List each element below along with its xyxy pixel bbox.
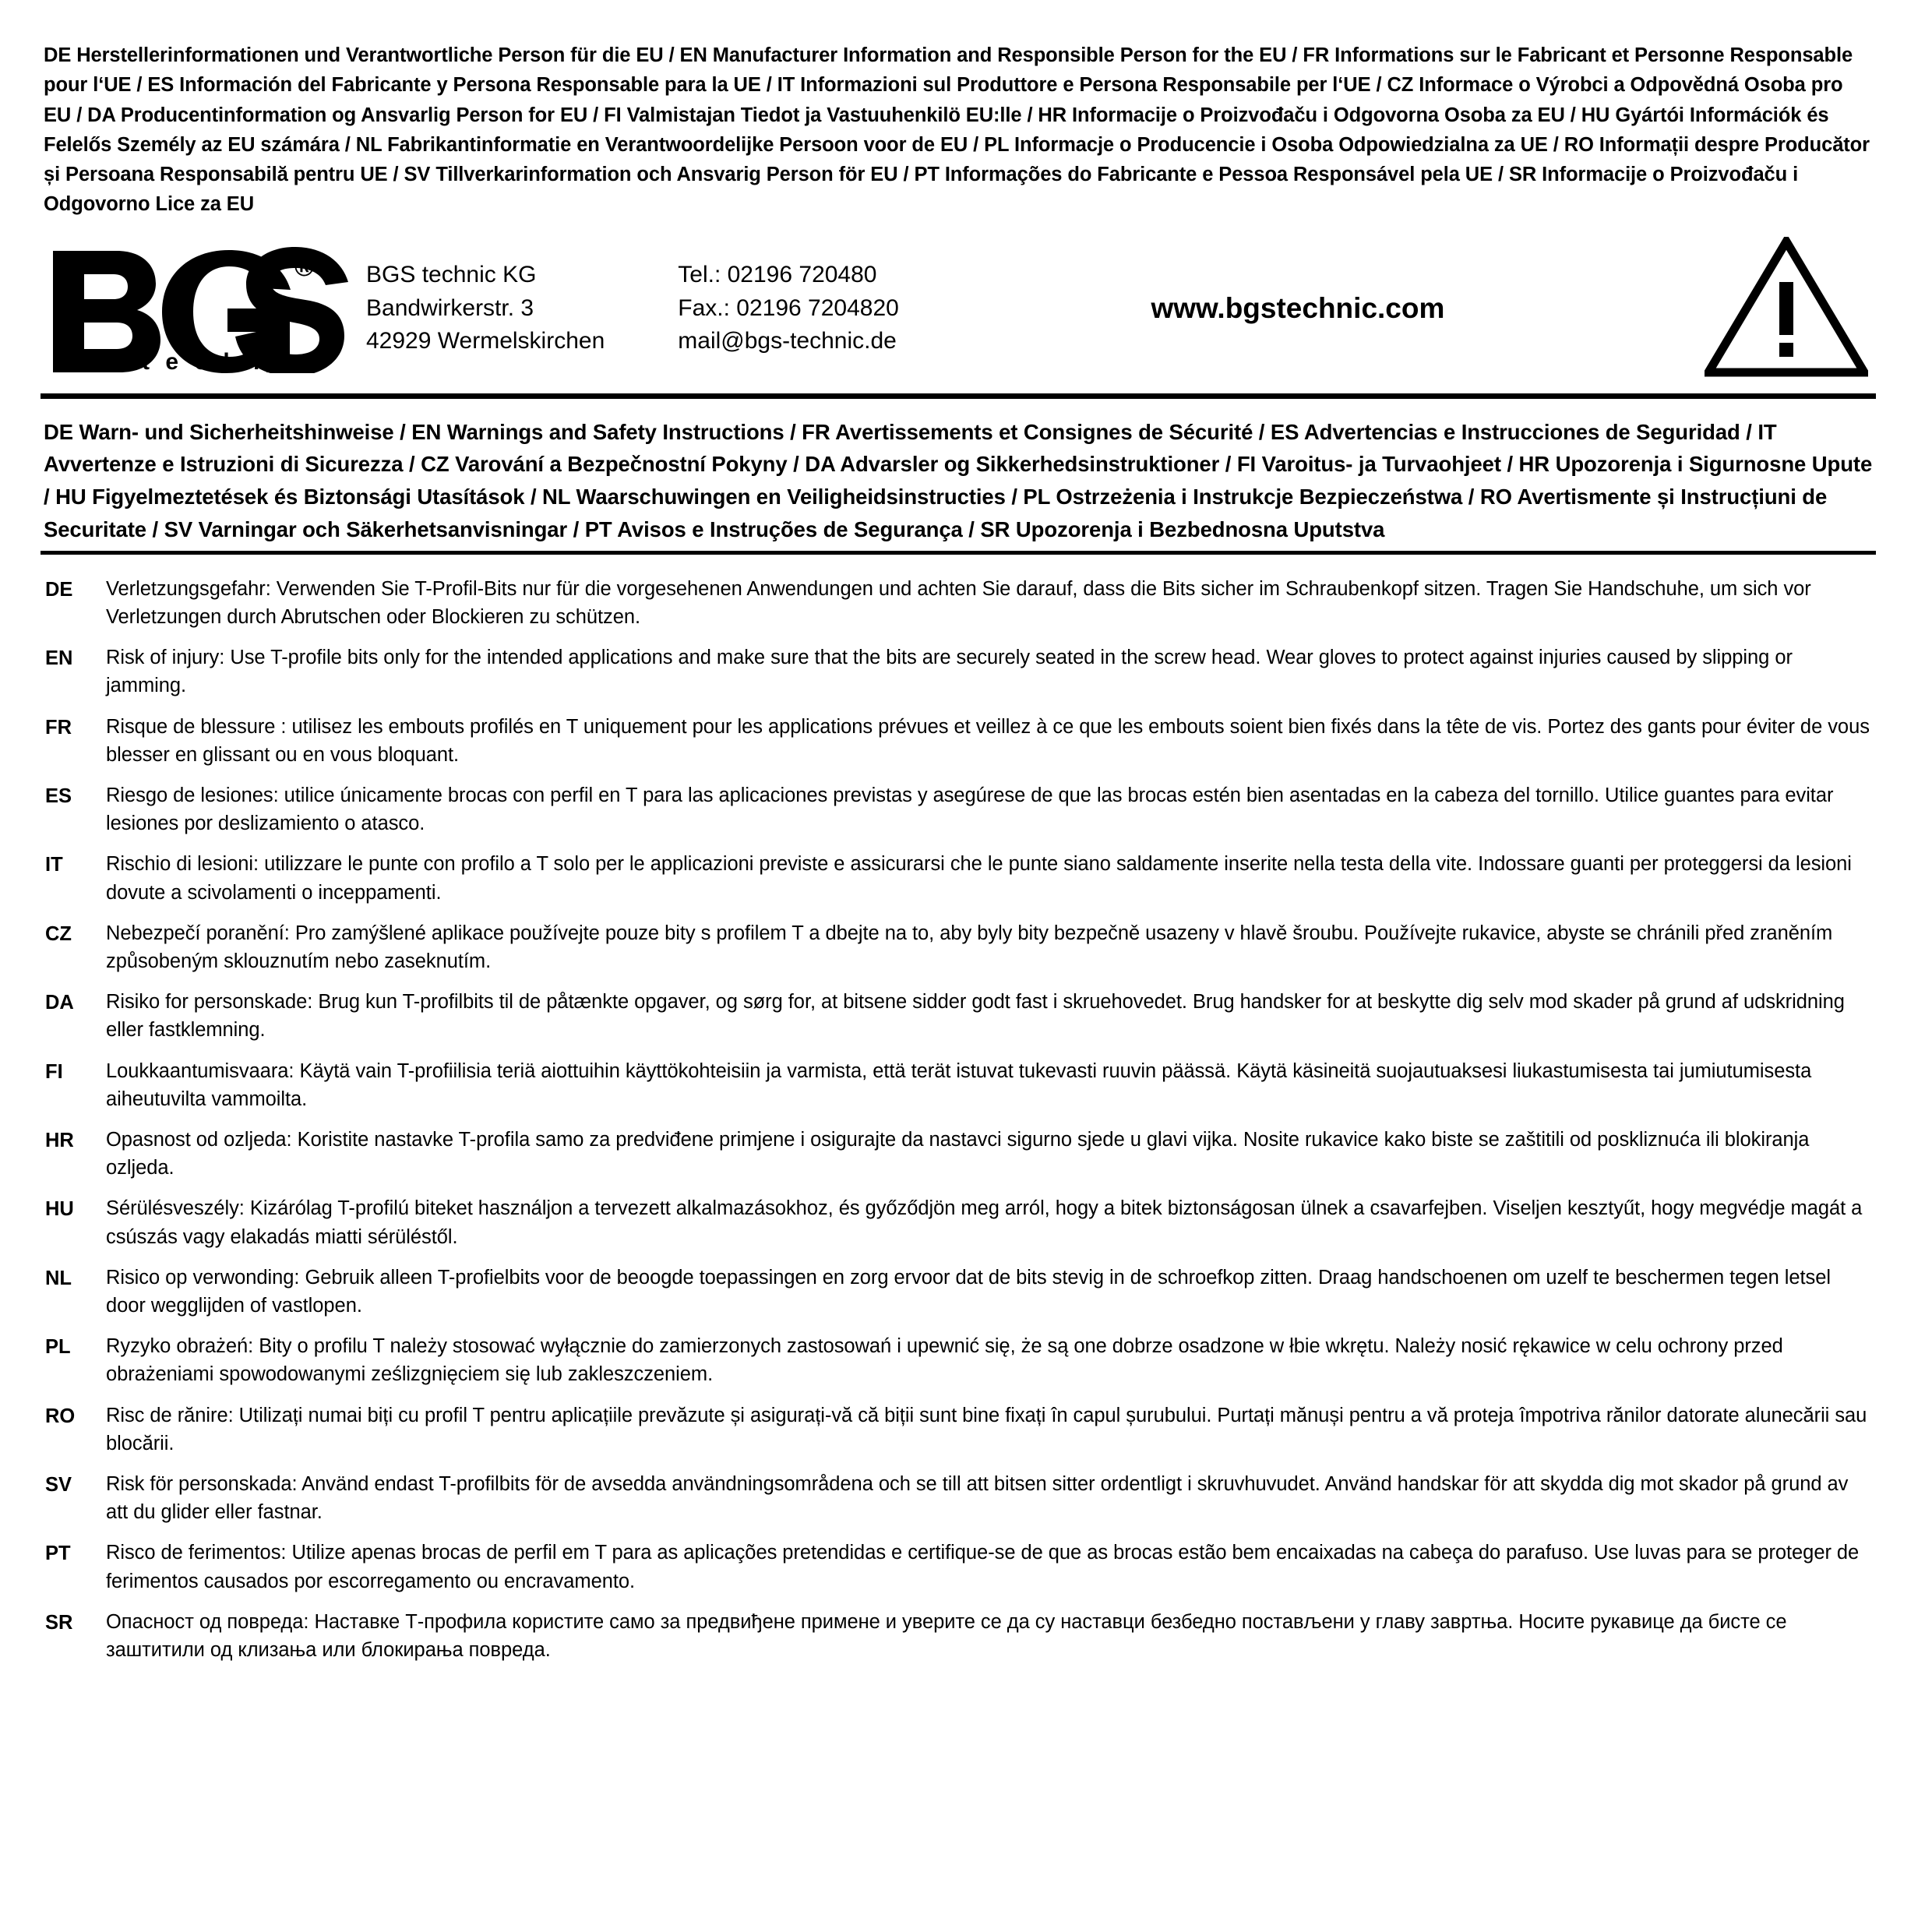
- lang-code: PL: [45, 1336, 71, 1359]
- company-city: 42929 Wermelskirchen: [366, 328, 605, 354]
- lang-code: DA: [45, 992, 74, 1014]
- instruction-row-de: [45, 575, 1871, 631]
- warning-triangle-svg: [1705, 237, 1868, 377]
- instruction-row-it: [45, 850, 1871, 906]
- company-band: [41, 231, 1876, 399]
- instruction-list: [41, 575, 1876, 1665]
- lang-text: Risque de blessure : utilisez les embouts profilés en T uniquement pour les applications prévues et veillez à ce que les embouts soient bien fixés dans la tête de vis. Portez des gants pour éviter de vous blesser en glissant ou en vous bloquant.: [106, 715, 1870, 766]
- instruction-row-sr: [45, 1608, 1871, 1664]
- lang-code: ES: [45, 784, 72, 807]
- instruction-row-pt: [45, 1539, 1871, 1595]
- instruction-row-hr: [45, 1126, 1871, 1182]
- lang-text: Ryzyko obrażeń: Bity o profilu T należy stosować wyłącznie do zamierzonych zastosowań i upewnić się, że są one dobrze osadzone w łbie wkrętu. Należy nosić rękawice w celu ochrony przed obrażeniami spowodowanymi ześlizgnięciem się lub zakleszczeniem.: [106, 1335, 1783, 1386]
- lang-code: EN: [45, 647, 73, 670]
- instruction-row-pl: [45, 1332, 1871, 1388]
- lang-text: Risk för personskada: Använd endast T-profilbits för de avsedda användningsområdena och se till att bitsen sitter ordentligt i skruvhuvudet. Använd handskar för att skydda dig mot skador på grund av att du glider eller fastnar.: [106, 1472, 1849, 1524]
- lang-text: Loukkaantumisvaara: Käytä vain T-profiilisia teriä aiottuihin käyttökohteisiin ja varmista, että terät istuvat tukevasti ruuvin päässä. Käytä käsineitä suojautuaksesi liukastumisesta tai jumiutumisesta aiheutuvilta vammoilta.: [106, 1059, 1812, 1110]
- company-email[interactable]: mail@bgs-technic.de: [678, 328, 897, 354]
- warnings-heading: DE Warn- und Sicherheitshinweise / EN Warnings and Safety Instructions / FR Avertissements et Consignes de Sécurité / ES Advertencias e Instrucciones de Seguridad / IT Avvertenze e Istruzioni di Sicurezza / CZ Varování a Bezpečnostní Pokyny / DA Advarsler og Sikkerhedsinstruktioner / FI Varoitus- ja Turvaohjeet / HR Upozorenja i Sigurnosne Upute / HU Figyelmeztetések és Biztonsági Utasítások / NL Waarschuwingen en Veiligheidsinstructies / PL Ostrzeżenia i Instrukcje Bezpieczeństwa / RO Avertismente și Instrucțiuni de Securitate / SV Varningar och Säkerhetsanvisningar / PT Avisos e Instruções de Segurança / SR Upozorenja i Bezbednosna Uputstva: [41, 407, 1876, 555]
- instruction-row-hu: [45, 1194, 1871, 1250]
- company-street: Bandwirkerstr. 3: [366, 294, 534, 321]
- lang-code: FI: [45, 1060, 63, 1083]
- instruction-row-ro: [45, 1401, 1871, 1458]
- lang-text: Risc de rănire: Utilizați numai biți cu profil T pentru aplicațiile prevăzute și asigurați-vă că biții sunt bine fixați în capul șurubului. Purtați mănuși pentru a vă proteja împotriva rănilor datorate alunecării sau blocării.: [106, 1404, 1867, 1454]
- company-contact: [605, 259, 899, 358]
- company-website[interactable]: www.bgstechnic.com: [1151, 292, 1445, 324]
- instruction-row-sv: [45, 1470, 1871, 1526]
- bgs-logo: [41, 245, 358, 373]
- manufacturer-info-heading: DE Herstellerinformationen und Verantwortliche Person für die EU / EN Manufacturer Information and Responsible Person for the EU / FR Informations sur le Fabricant et Personne Responsable pour l‘UE / ES Información del Fabricante y Persona Responsable para la UE / IT Informazioni sul Produttore e Persona Responsabile per l‘UE / CZ Informace o Výrobci a Odpovědná Osoba pro EU / DA Producentinformation og Ansvarlig Person for EU / FI Valmistajan Tiedot ja Vastuuhenkilö EU:lle / HR Informacije o Proizvođaču i Odgovorna Osoba za EU / HU Gyártói Információk és Felelős Személy az EU számára / NL Fabrikantinformatie en Verantwoordelijke Persoon voor de EU / PL Informacje o Producencie i Osoba Odpowiedzialna za UE / RO Informații despre Producător și Persoana Responsabilă pentru UE / SV Tillverkarinformation och Ansvarig Person för EU / PT Informações do Fabricante e Pessoa Responsável pela UE / SR Informacije o Proizvođaču i Odgovorno Lice za EU: [44, 44, 1870, 216]
- lang-code: RO: [45, 1405, 76, 1427]
- company-address: [358, 259, 605, 358]
- lang-text: Risico op verwonding: Gebruik alleen T-profielbits voor de beoogde toepassingen en zorg ervoor dat de bits stevig in de schroefkop zitten. Draag handschoenen om uzelf te beschermen tegen letsel door wegglijden of vastlopen.: [106, 1266, 1831, 1317]
- lang-code: CZ: [45, 922, 72, 945]
- lang-text: Risco de ferimentos: Utilize apenas brocas de perfil em T para as aplicações pretendidas e certifique-se de que as brocas estão bem encaixadas na cabeça do parafuso. Use luvas para se proteger de ferimentos causados por escorregamento ou encravamento.: [106, 1542, 1860, 1592]
- instruction-row-en: [45, 643, 1871, 700]
- instruction-row-fi: [45, 1057, 1871, 1113]
- lang-text: Risk of injury: Use T-profile bits only for the intended applications and make sure that the bits are securely seated in the screw head. Wear gloves to protect against injuries caused by slipping or jamming.: [106, 647, 1793, 697]
- lang-code: SR: [45, 1611, 73, 1634]
- lang-code: SV: [45, 1473, 72, 1496]
- warning-triangle-icon: [1705, 237, 1876, 381]
- instruction-row-cz: [45, 919, 1871, 975]
- lang-text: Opasnost od ozljeda: Koristite nastavke T-profila samo za predviđene primjene i osigurajte da nastavci sigurno sjede u glavi vijka. Nosite rukavice kako biste se zaštitili od poskliznuća ili blokiranja ozljeda.: [106, 1128, 1810, 1179]
- lang-code: HR: [45, 1129, 74, 1151]
- instruction-row-fr: [45, 713, 1871, 769]
- lang-text: Nebezpečí poranění: Pro zamýšlené aplikace používejte pouze bity s profilem T a dbejte na to, aby byly bity bezpečně usazeny v hlavě šroubu. Používejte rukavice, abyste se chránili před zraněním způsobeným sklouznutím nebo zaseknutím.: [106, 922, 1833, 972]
- lang-text: Riesgo de lesiones: utilice únicamente brocas con perfil en T para las aplicaciones previstas y asegúrese de que las brocas estén bien asentadas en la cabeza del tornillo. Utilice guantes para evitar lesiones por deslizamiento o atasco.: [106, 784, 1834, 835]
- instruction-row-es: [45, 781, 1871, 837]
- company-tel: Tel.: 02196 720480: [678, 262, 877, 288]
- lang-text: Risiko for personskade: Brug kun T-profilbits til de påtænkte opgaver, og sørg for, at bitsene sidder godt fast i skruehovedet. Brug handsker for at beskytte dig selv mod skader på grund af udskridning eller fastklemning.: [106, 991, 1845, 1042]
- lang-code: NL: [45, 1267, 72, 1289]
- lang-code: PT: [45, 1542, 71, 1565]
- lang-text: Verletzungsgefahr: Verwenden Sie T-Profil-Bits nur für die vorgesehenen Anwendungen und achten Sie darauf, dass die Bits sicher im Schraubenkopf sitzen. Tragen Sie Handschuhe, um sich vor Verletzungen durch Abrutschen oder Blockieren zu schützen.: [106, 577, 1811, 628]
- instruction-row-nl: [45, 1264, 1871, 1320]
- lang-text: Опасност од повреда: Наставке Т-профила користите само за предвиђене примене и уверите се да су наставци безбедно постављени у главу завртња. Носите рукавице да бисте се заштитили од клизања или блокирања повреда.: [106, 1610, 1787, 1661]
- lang-text: Rischio di lesioni: utilizzare le punte con profilo a T solo per le applicazioni previste e assicurarsi che le punte siano saldamente inserite nella testa della vite. Indossare guanti per proteggersi da lesioni dovute a scivolamenti o inceppamenti.: [106, 853, 1852, 904]
- lang-code: IT: [45, 854, 63, 876]
- bgs-logo-icon: [47, 245, 351, 373]
- company-name: BGS technic KG: [366, 262, 537, 288]
- lang-code: HU: [45, 1198, 74, 1221]
- company-fax: Fax.: 02196 7204820: [678, 294, 899, 321]
- svg-text:®: ®: [294, 252, 315, 282]
- svg-text:t e c h n i c: t e c h n i c: [142, 348, 324, 373]
- lang-text: Sérülésveszély: Kizárólag T-profilú biteket használjon a tervezett alkalmazásokhoz, és győződjön meg arról, hogy a bitek biztonságosan ülnek a csavarfejben. Viseljen kesztyűt, hogy megvédje magát a csúszás vagy elakadás miatti sérüléstől.: [106, 1197, 1863, 1248]
- lang-code: FR: [45, 716, 72, 739]
- instruction-row-da: [45, 988, 1871, 1044]
- lang-code: DE: [45, 578, 73, 601]
